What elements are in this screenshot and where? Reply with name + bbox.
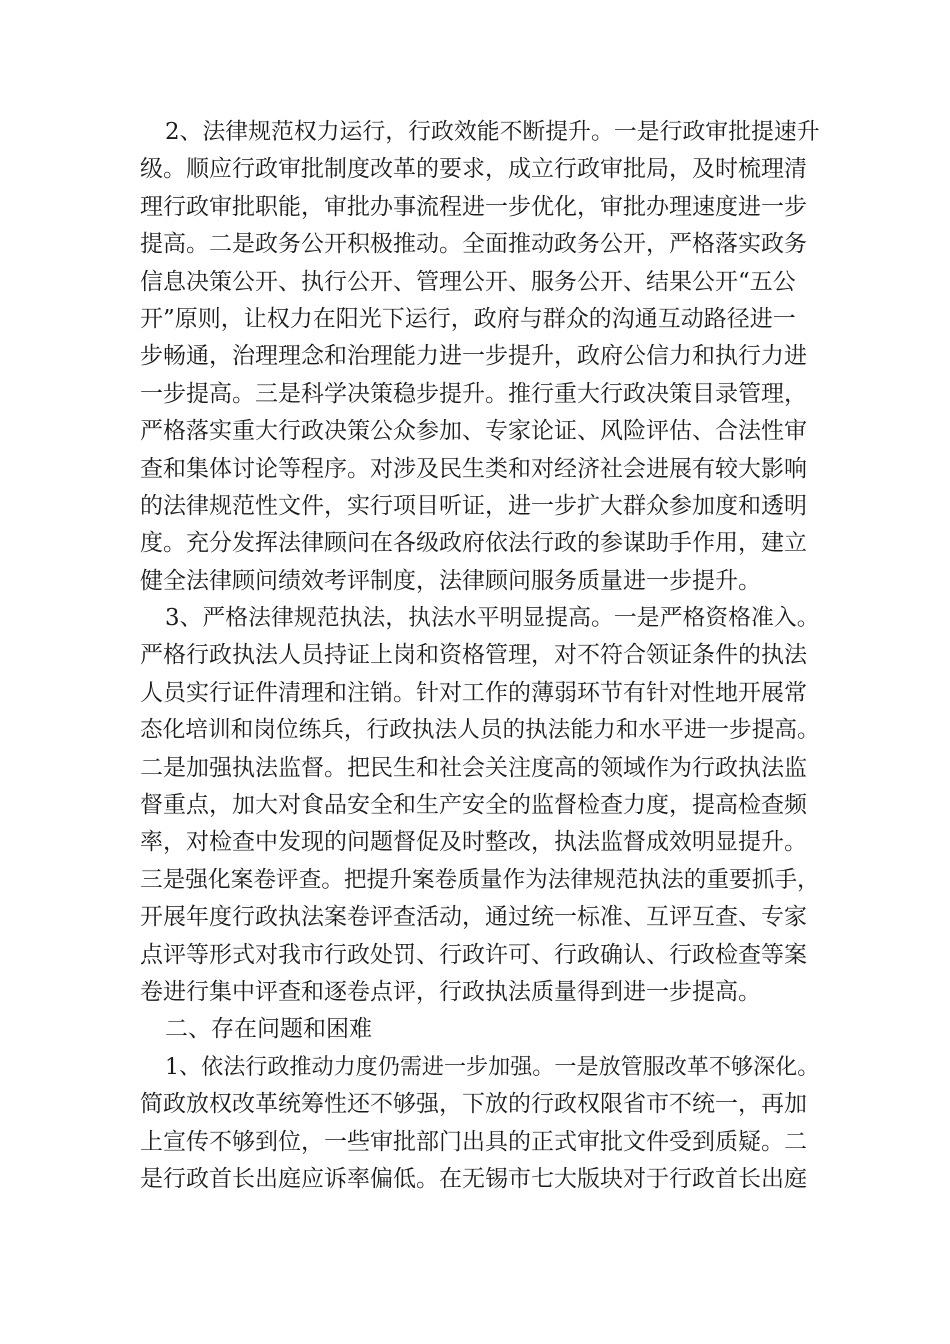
text-line: 开展年度行政执法案卷评查活动，通过统一标准、互评互查、专家 [140, 904, 807, 931]
text-line: 查和集体讨论等程序。对涉及民生类和对经济社会进展有较大影响 [140, 455, 807, 482]
text-line: 率，对检查中发现的问题督促及时整改，执法监督成效明显提升。 [140, 829, 807, 856]
text-line: 1、依法行政推动力度仍需进一步加强。一是放管服改革不够深化。 [165, 1053, 820, 1080]
text-line: 开”原则，让权力在阳光下运行，政府与群众的沟通互动路径进一 [140, 305, 796, 332]
text-line: 督重点，加大对食品安全和生产安全的监督检查力度，提高检查频 [140, 792, 807, 819]
text-line: 二是加强执法监督。把民生和社会关注度高的领域作为行政执法监 [140, 754, 807, 781]
text-line: 卷进行集中评查和逐卷点评，行政执法质量得到进一步提高。 [140, 978, 761, 1005]
text-line: 简政放权改革统筹性还不够强，下放的行政权限省市不统一，再加 [140, 1091, 807, 1118]
text-line: 是行政首长出庭应诉率偏低。在无锡市七大版块对于行政首长出庭 [140, 1165, 807, 1192]
document-body [140, 114, 820, 1198]
text-line: 3、严格法律规范执法，执法水平明显提高。一是严格资格准入。 [165, 605, 820, 632]
text-line: 步畅通，治理理念和治理能力进一步提升，政府公信力和执行力进 [140, 343, 807, 370]
text-line: 提高。二是政务公开积极推动。全面推动政务公开，严格落实政务 [140, 231, 807, 258]
text-line: 三是强化案卷评查。把提升案卷质量作为法律规范执法的重要抓手， [140, 866, 820, 893]
text-line: 级。顺应行政审批制度改革的要求，成立行政审批局，及时梳理清 [140, 156, 807, 183]
text-line: 严格行政执法人员持证上岗和资格管理，对不符合领证条件的执法 [140, 642, 807, 669]
text-line: 健全法律顾问绩效考评制度，法律顾问服务质量进一步提升。 [140, 567, 761, 594]
text-line: 上宣传不够到位，一些审批部门出具的正式审批文件受到质疑。二 [140, 1128, 807, 1155]
text-line: 人员实行证件清理和注销。针对工作的薄弱环节有针对性地开展常 [140, 679, 807, 706]
text-line: 一步提高。三是科学决策稳步提升。推行重大行政决策目录管理， [140, 380, 807, 407]
text-line: 信息决策公开、执行公开、管理公开、服务公开、结果公开“五公 [140, 268, 796, 295]
text-line: 点评等形式对我市行政处罚、行政许可、行政确认、行政检查等案 [140, 941, 807, 968]
text-line: 严格落实重大行政决策公众参加、专家论证、风险评估、合法性审 [140, 418, 807, 445]
text-line: 度。充分发挥法律顾问在各级政府依法行政的参谋助手作用，建立 [140, 530, 807, 557]
text-line: 态化培训和岗位练兵，行政执法人员的执法能力和水平进一步提高。 [140, 717, 820, 744]
text-line: 理行政审批职能，审批办事流程进一步优化，审批办理速度进一步 [140, 193, 807, 220]
text-line: 的法律规范性文件，实行项目听证，进一步扩大群众参加度和透明 [140, 492, 807, 519]
text-line: 二、存在问题和困难 [165, 1016, 372, 1043]
text-line: 2、法律规范权力运行，行政效能不断提升。一是行政审批提速升 [165, 119, 820, 145]
